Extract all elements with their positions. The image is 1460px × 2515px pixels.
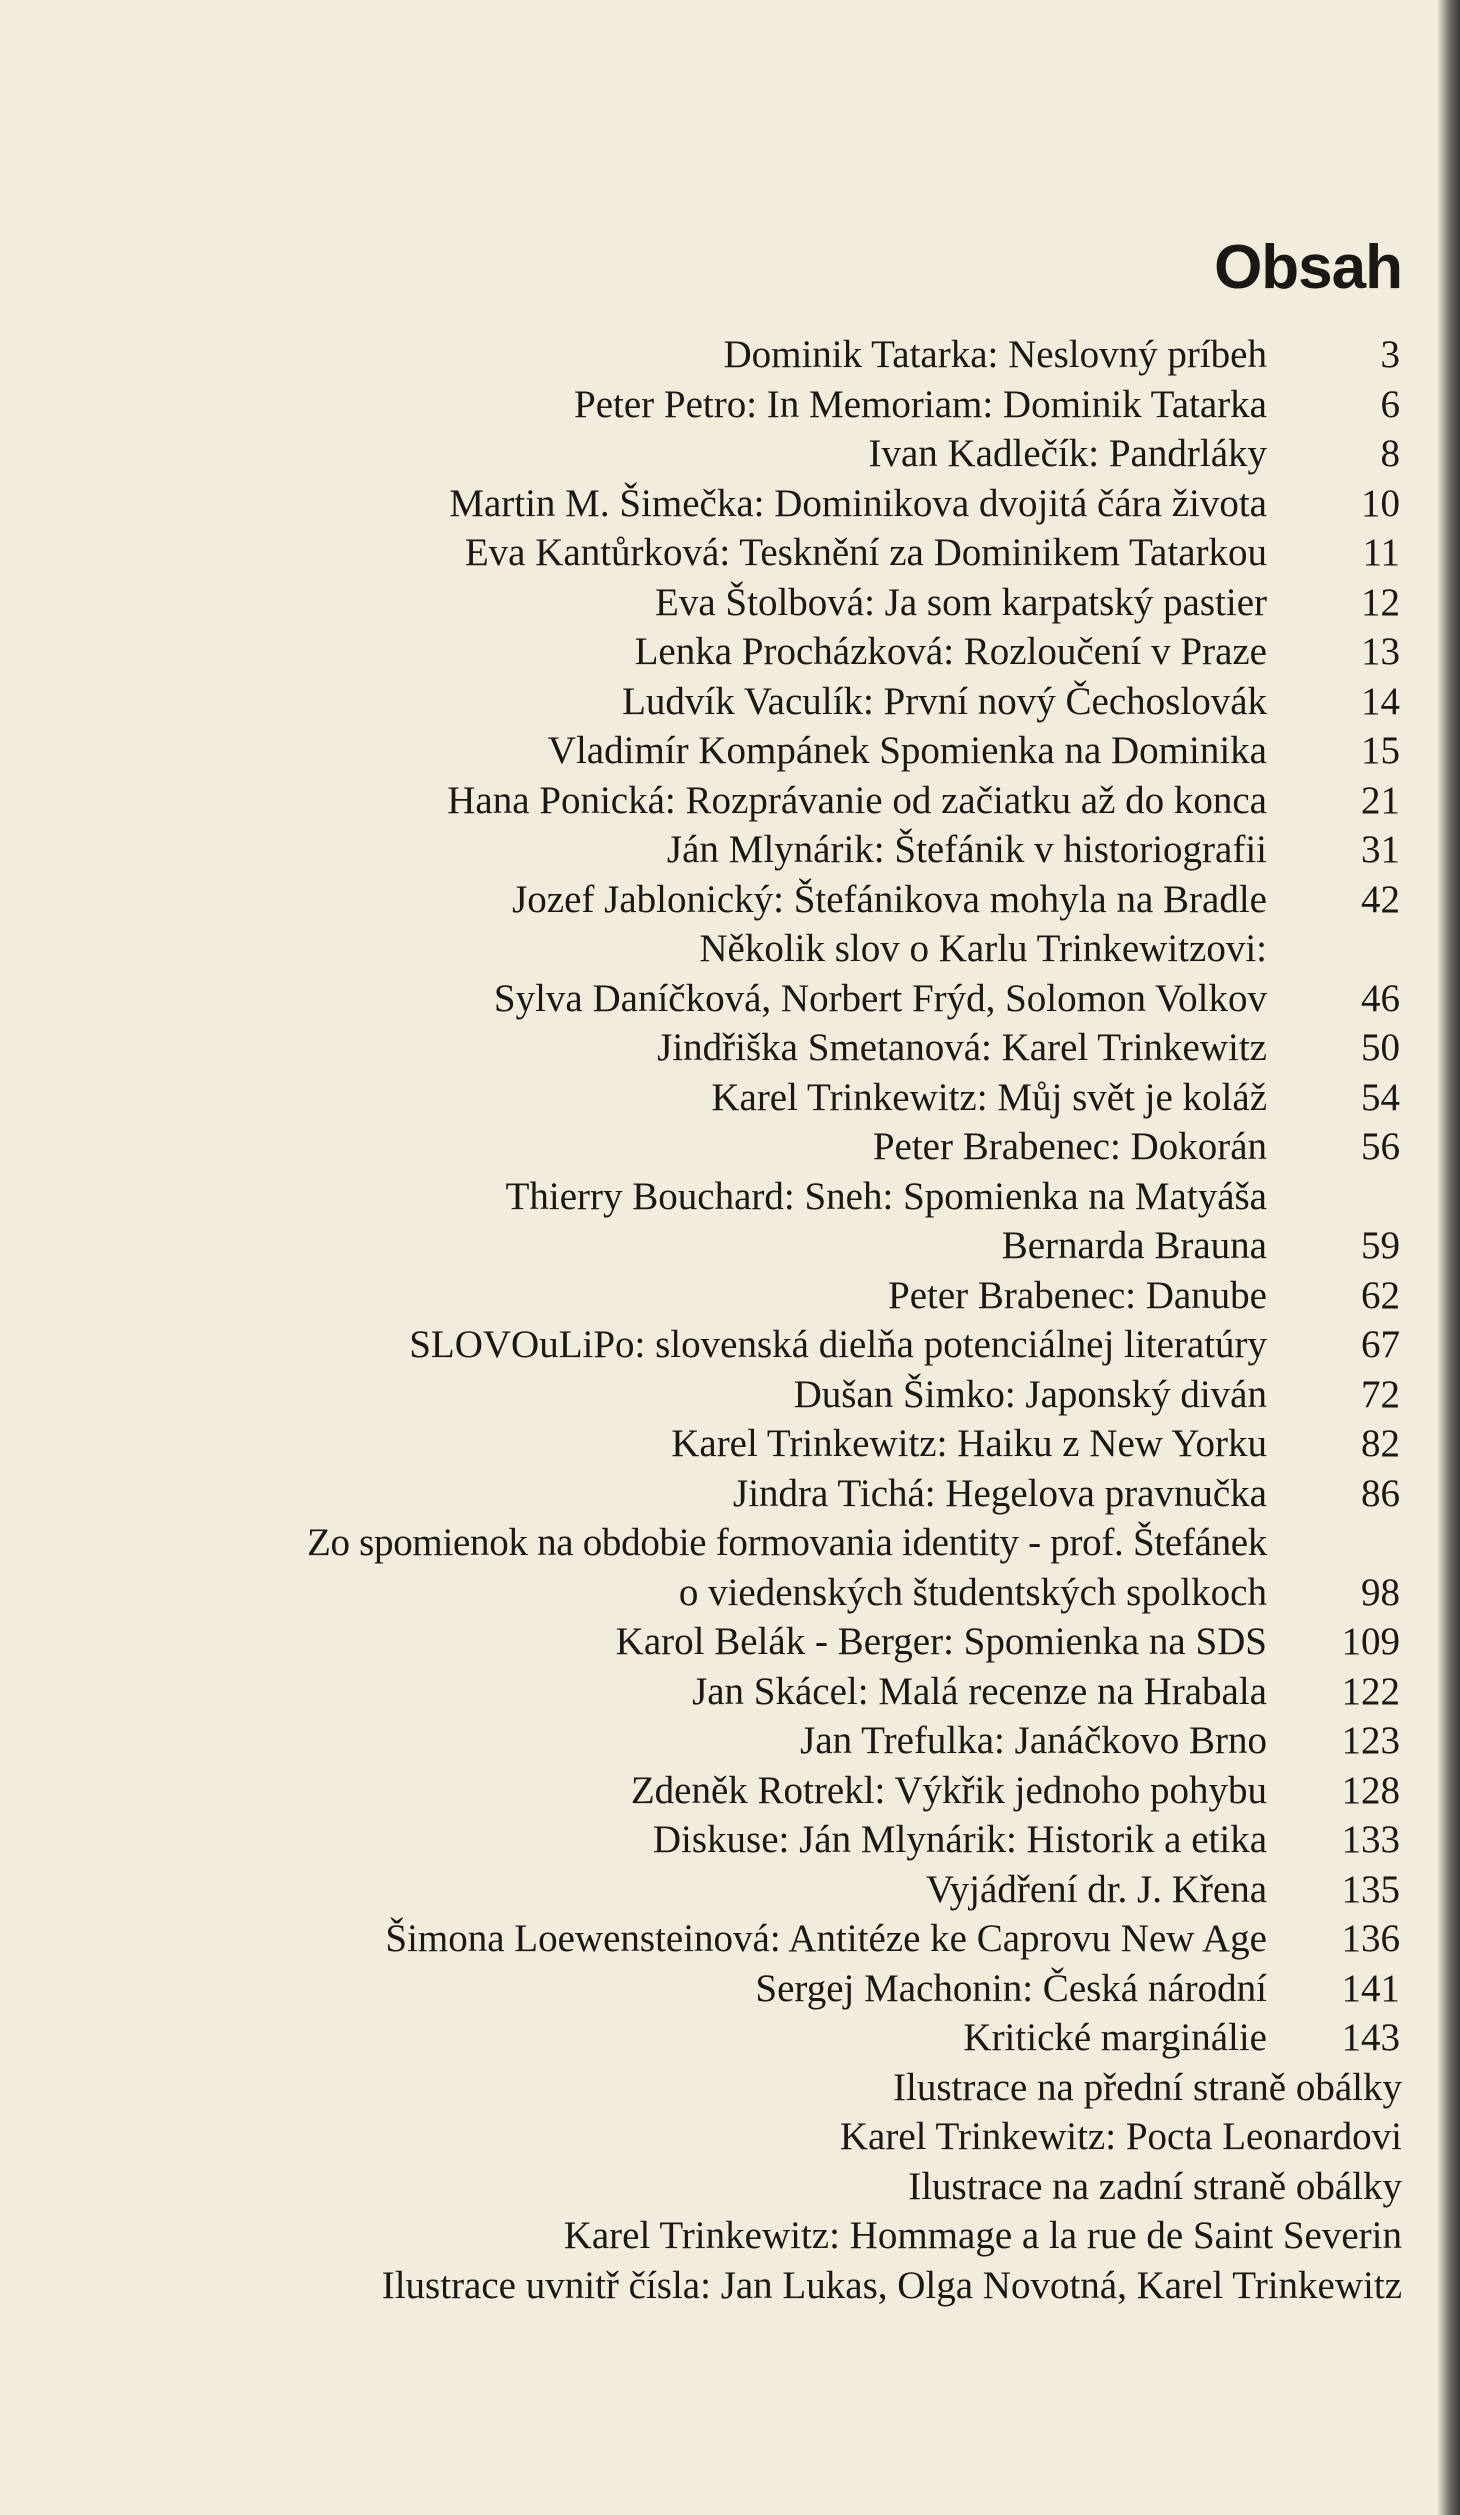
credit-text: Karel Trinkewitz: Hommage a la rue de Saint Severin — [563, 2214, 1402, 2257]
entry-title: Karol Belák - Berger: Spomienka na SDS — [615, 1620, 1267, 1663]
toc-entry — [0, 479, 1460, 529]
entry-title: Thierry Bouchard: Sneh: Spomienka na Matyáša — [505, 1174, 1267, 1218]
entry-page: 14 — [1361, 679, 1400, 723]
entry-title: o viedenských študentských spolkoch — [678, 1570, 1267, 1614]
entry-page: 8 — [1380, 432, 1400, 475]
toc-entry — [0, 1964, 1460, 2014]
toc-entry — [0, 1271, 1460, 1321]
toc-entry — [0, 380, 1460, 430]
entry-title: Jan Trefulka: Janáčkovo Brno — [800, 1719, 1267, 1762]
entry-title: Ludvík Vaculík: První nový Čechoslovák — [622, 679, 1267, 723]
entry-title: Vyjádření dr. J. Křena — [925, 1867, 1267, 1911]
entry-title: Peter Petro: In Memoriam: Dominik Tatarka — [574, 382, 1267, 426]
entry-page: 122 — [1341, 1669, 1400, 1713]
entry-page: 82 — [1361, 1422, 1400, 1465]
credit-text: Ilustrace uvnitř čísla: Jan Lukas, Olga Novotná, Karel Trinkewitz — [381, 2263, 1402, 2307]
toc-entry — [0, 1221, 1460, 1271]
toc-entry — [0, 1073, 1460, 1123]
toc-entry — [0, 1766, 1460, 1816]
entry-page: 59 — [1361, 1224, 1400, 1267]
toc-entry — [0, 1667, 1460, 1717]
entry-title: Jindřiška Smetanová: Karel Trinkewitz — [657, 1026, 1267, 1069]
toc-entry — [0, 578, 1460, 628]
entry-title: Dušan Šimko: Japonský diván — [793, 1372, 1267, 1416]
entry-page: 50 — [1361, 1026, 1400, 1069]
toc-entry — [0, 825, 1460, 875]
entry-title: Zo spomienok na obdobie formovania identity - prof. Štefánek — [306, 1521, 1267, 1564]
entry-title: Dominik Tatarka: Neslovný príbeh — [723, 333, 1267, 376]
toc-entry — [0, 726, 1460, 776]
entry-page: 54 — [1361, 1075, 1400, 1119]
toc-entry — [0, 429, 1460, 479]
illustration-credit — [0, 2211, 1460, 2261]
toc-entry — [0, 1419, 1460, 1469]
entry-page: 21 — [1361, 778, 1400, 822]
toc-entry — [0, 1370, 1460, 1420]
toc-entry — [0, 1469, 1460, 1519]
entry-page: 98 — [1361, 1570, 1400, 1614]
entry-title: Diskuse: Ján Mlynárik: Historik a etika — [652, 1818, 1267, 1861]
entry-title: Bernarda Brauna — [1001, 1224, 1267, 1267]
toc-entry — [0, 1122, 1460, 1172]
credit-text: Ilustrace na přední straně obálky — [893, 2065, 1402, 2109]
entry-title: Peter Brabenec: Dokorán — [872, 1125, 1267, 1168]
entry-title: Vladimír Kompánek Spomienka na Dominika — [547, 729, 1267, 772]
entry-title: Kritické marginálie — [963, 2016, 1267, 2059]
entry-title: SLOVOuLiPo: slovenská dielňa potenciálnej literatúry — [409, 1323, 1267, 1366]
entry-page: 12 — [1361, 580, 1400, 624]
illustration-credit — [0, 2112, 1460, 2162]
entry-page: 136 — [1341, 1917, 1400, 1960]
credit-text: Ilustrace na zadní straně obálky — [908, 2164, 1402, 2208]
entry-page: 133 — [1341, 1818, 1400, 1861]
entry-title: Zdeněk Rotrekl: Výkřik jednoho pohybu — [630, 1768, 1267, 1812]
entry-title: Karel Trinkewitz: Haiku z New Yorku — [671, 1422, 1267, 1465]
toc-entry — [0, 330, 1460, 380]
toc-entry — [0, 974, 1460, 1024]
page-title: Obsah — [1214, 233, 1402, 302]
entry-page: 141 — [1341, 1966, 1400, 2010]
toc-entry — [0, 1518, 1460, 1568]
entry-title: Ivan Kadlečík: Pandrláky — [868, 432, 1267, 475]
toc-list — [0, 330, 1460, 2310]
entry-title: Lenka Procházková: Rozloučení v Praze — [634, 630, 1267, 673]
entry-page: 10 — [1361, 481, 1400, 525]
entry-page: 3 — [1380, 333, 1400, 376]
entry-page: 109 — [1341, 1620, 1400, 1663]
entry-title: Sergej Machonin: Česká národní — [755, 1966, 1267, 2010]
entry-title: Šimona Loewensteinová: Antitéze ke Caprovu New Age — [385, 1917, 1267, 1960]
entry-page: 128 — [1341, 1768, 1400, 1812]
entry-title: Několik slov o Karlu Trinkewitzovi: — [699, 927, 1267, 970]
entry-page: 6 — [1380, 382, 1400, 426]
entry-page: 11 — [1362, 531, 1400, 574]
entry-page: 72 — [1361, 1372, 1400, 1416]
toc-entry — [0, 1617, 1460, 1667]
entry-title: Eva Kantůrková: Tesknění za Dominikem Tatarkou — [464, 531, 1267, 574]
toc-entry — [0, 1023, 1460, 1073]
toc-entry — [0, 1914, 1460, 1964]
entry-title: Jan Skácel: Malá recenze na Hrabala — [692, 1669, 1267, 1713]
toc-entry — [0, 1716, 1460, 1766]
entry-page: 62 — [1361, 1273, 1400, 1317]
toc-entry — [0, 1172, 1460, 1222]
entry-page: 13 — [1361, 630, 1400, 673]
entry-page: 135 — [1341, 1867, 1400, 1911]
entry-page: 56 — [1361, 1125, 1400, 1168]
entry-page: 123 — [1341, 1719, 1400, 1762]
page-edge-shadow — [1438, 0, 1460, 2515]
entry-title: Eva Štolbová: Ja som karpatský pastier — [655, 580, 1267, 624]
entry-title: Martin M. Šimečka: Dominikova dvojitá čára života — [449, 481, 1267, 525]
credit-text: Karel Trinkewitz: Pocta Leonardovi — [839, 2115, 1402, 2158]
entry-title: Jozef Jablonický: Štefánikova mohyla na Bradle — [512, 877, 1267, 921]
entry-title: Hana Ponická: Rozprávanie od začiatku až do konca — [447, 778, 1267, 822]
entry-title: Jindra Tichá: Hegelova pravnučka — [733, 1471, 1267, 1515]
entry-page: 42 — [1361, 877, 1400, 921]
entry-page: 46 — [1361, 976, 1400, 1020]
toc-entry — [0, 1568, 1460, 1618]
entry-page: 31 — [1361, 828, 1400, 871]
entry-title: Peter Brabenec: Danube — [888, 1273, 1267, 1317]
toc-entry — [0, 924, 1460, 974]
toc-entry — [0, 528, 1460, 578]
entry-page: 86 — [1361, 1471, 1400, 1515]
entry-page: 143 — [1341, 2016, 1400, 2059]
toc-entry — [0, 1320, 1460, 1370]
toc-entry — [0, 2013, 1460, 2063]
entry-title: Sylva Daníčková, Norbert Frýd, Solomon Volkov — [493, 976, 1267, 1020]
entry-page: 67 — [1361, 1323, 1400, 1366]
toc-entry — [0, 677, 1460, 727]
illustration-credit — [0, 2162, 1460, 2212]
toc-entry — [0, 875, 1460, 925]
illustration-credit — [0, 2261, 1460, 2311]
illustration-credit — [0, 2063, 1460, 2113]
toc-entry — [0, 1815, 1460, 1865]
toc-entry — [0, 776, 1460, 826]
entry-title: Ján Mlynárik: Štefánik v historiografii — [666, 828, 1267, 871]
toc-entry — [0, 1865, 1460, 1915]
entry-title: Karel Trinkewitz: Můj svět je koláž — [711, 1075, 1267, 1119]
entry-page: 15 — [1361, 729, 1400, 772]
toc-entry — [0, 627, 1460, 677]
